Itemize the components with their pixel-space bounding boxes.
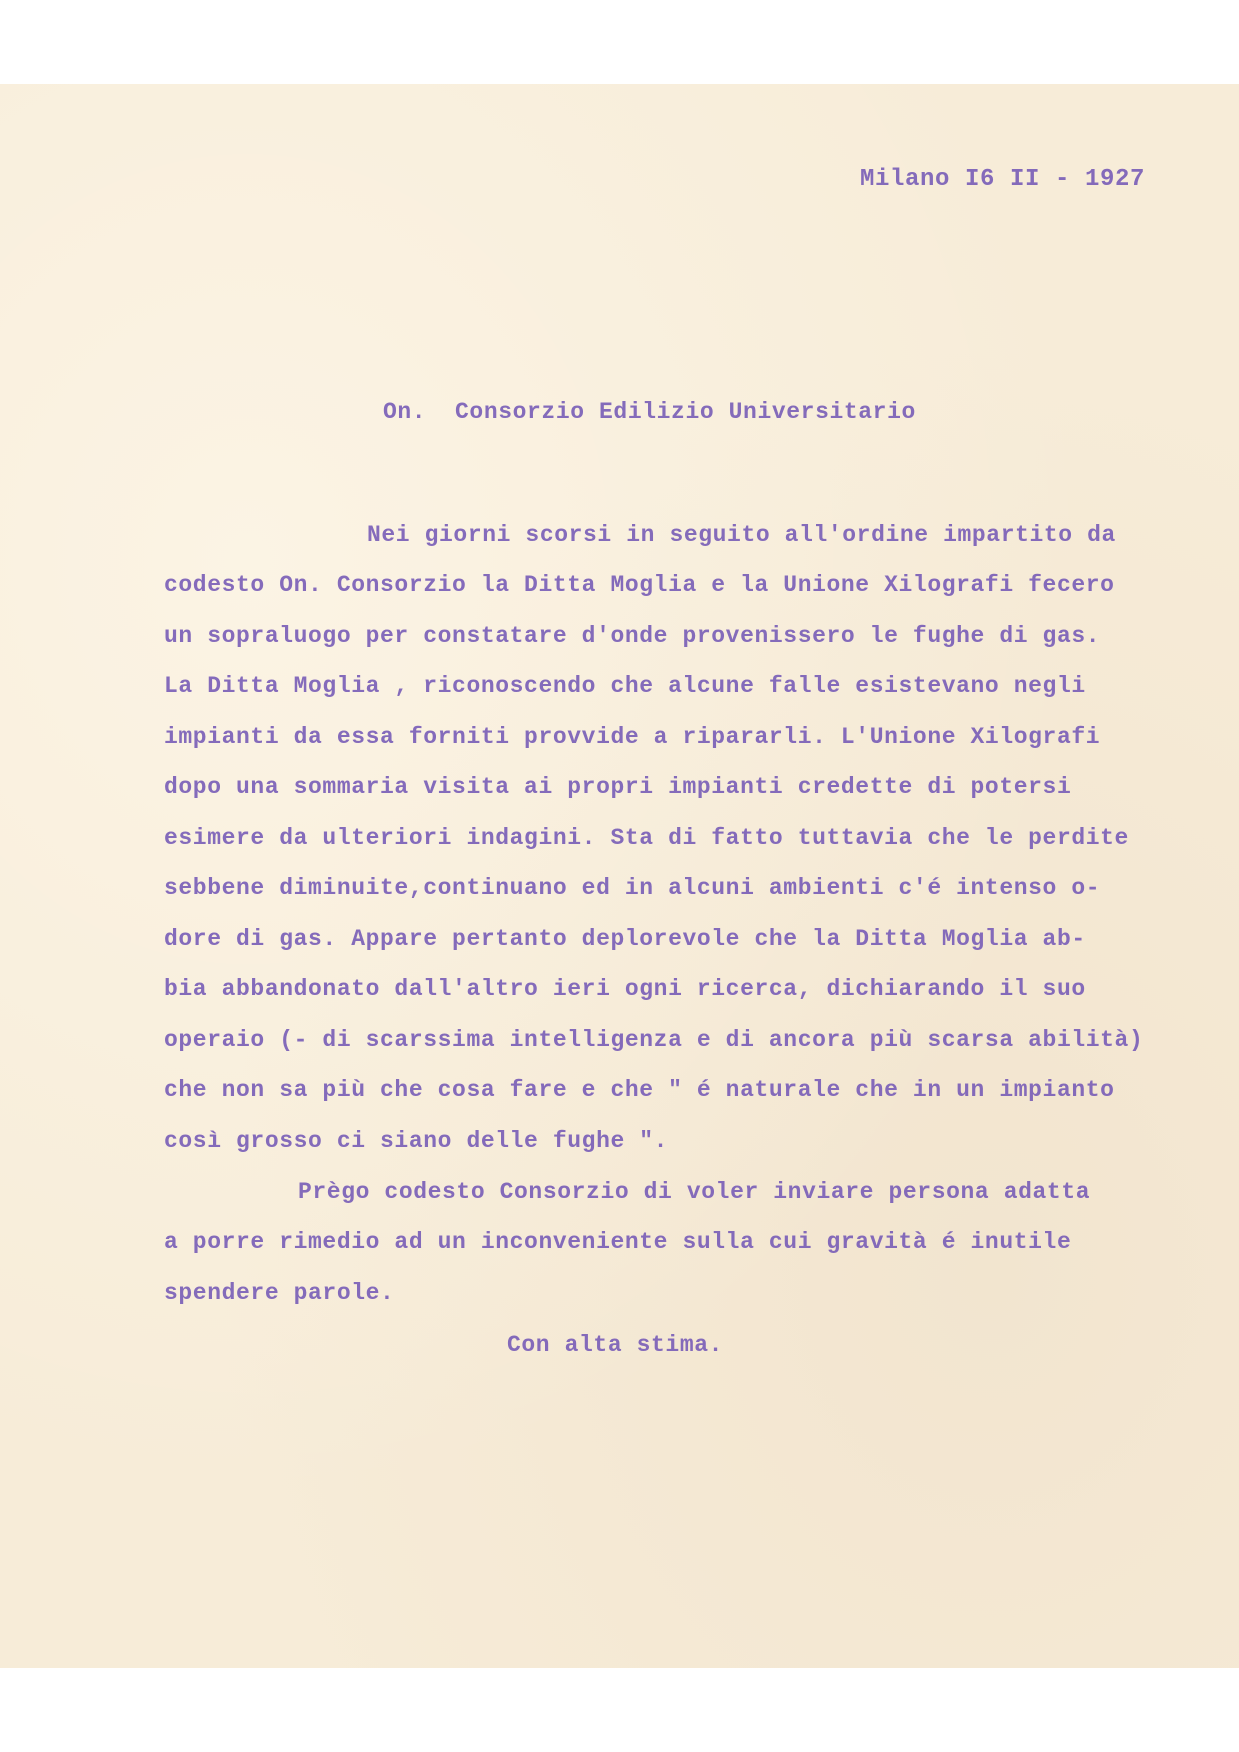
paragraph-1-line-9: dore di gas. Appare pertanto deplorevole che la Ditta Moglia ab-	[164, 926, 1086, 952]
paragraph-1-line-12: che non sa più che cosa fare e che " é naturale che in un impianto	[164, 1077, 1115, 1103]
paragraph-1-line-7: esimere da ulteriori indagini. Sta di fatto tuttavia che le perdite	[164, 825, 1129, 851]
letter-page	[0, 84, 1239, 1668]
paragraph-2-line-1: Prègo codesto Consorzio di voler inviare persona adatta	[298, 1179, 1091, 1205]
paragraph-1-line-6: dopo una sommaria visita ai propri impianti credette di potersi	[164, 774, 1072, 800]
letter-addressee: On. Consorzio Edilizio Universitario	[383, 399, 916, 425]
paragraph-1-line-11: operaio (- di scarssima intelligenza e di ancora più scarsa abilità)	[164, 1027, 1144, 1053]
paragraph-2-line-3: spendere parole.	[164, 1280, 395, 1306]
paragraph-1-line-8: sebbene diminuite,continuano ed in alcuni ambienti c'é intenso o-	[164, 875, 1101, 901]
paragraph-1-line-3: un sopraluogo per constatare d'onde provenissero le fughe di gas.	[164, 623, 1101, 649]
paragraph-2-line-2: a porre rimedio ad un inconveniente sulla cui gravità é inutile	[164, 1229, 1072, 1255]
paragraph-1-line-13: così grosso ci siano delle fughe ".	[164, 1128, 669, 1154]
paragraph-1-line-5: impianti da essa forniti provvide a ripararli. L'Unione Xilografi	[164, 724, 1101, 750]
paragraph-1-line-4: La Ditta Moglia , riconoscendo che alcune falle esistevano negli	[164, 673, 1086, 699]
paragraph-1-line-2: codesto On. Consorzio la Ditta Moglia e la Unione Xilografi fecero	[164, 572, 1115, 598]
letter-date: Milano I6 II - 1927	[860, 166, 1146, 193]
paragraph-1-line-1: Nei giorni scorsi in seguito all'ordine impartito da	[367, 522, 1116, 548]
paragraph-1-line-10: bia abbandonato dall'altro ieri ogni ricerca, dichiarando il suo	[164, 976, 1086, 1002]
letter-closing: Con alta stima.	[507, 1332, 724, 1358]
